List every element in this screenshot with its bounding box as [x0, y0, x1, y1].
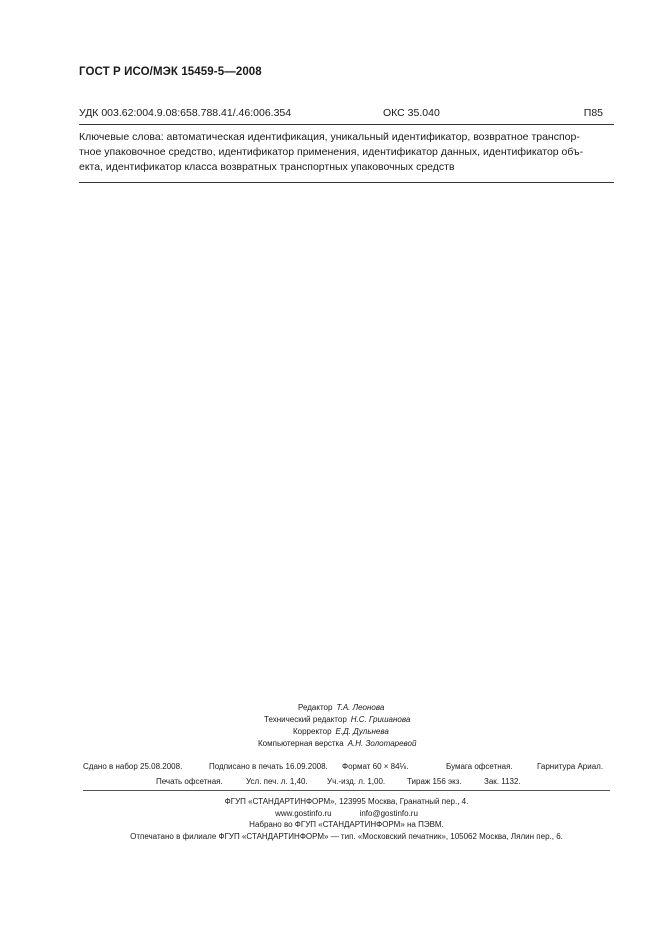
- credit-tech-editor: [240, 714, 500, 726]
- email-link[interactable]: info@gostinfo.ru: [359, 808, 418, 818]
- print-run: Тираж 156 экз.: [407, 777, 462, 786]
- contacts-line: [79, 808, 614, 820]
- credit-name: Н.С. Гришанова: [350, 715, 411, 724]
- credit-role: Редактор: [298, 703, 333, 712]
- divider-bottom: [79, 182, 614, 183]
- order-number: Зак. 1132.: [484, 777, 521, 786]
- print-sheets: Усл. печ. л. 1,40.: [246, 777, 308, 786]
- publication-line-1: [83, 759, 618, 774]
- submitted-date: Сдано в набор 25.08.2008.: [83, 762, 183, 771]
- credit-role: Корректор: [293, 727, 332, 736]
- printed-note: Отпечатано в филиале ФГУП «СТАНДАРТИНФОРМ» — тип. «Московский печатник», 105062 Москва, Лялин пер., 6.: [130, 831, 563, 841]
- imprint-block: [79, 796, 614, 842]
- keywords-block: [79, 130, 614, 175]
- print-type: Печать офсетная.: [156, 777, 223, 786]
- typeset-note: Набрано во ФГУП «СТАНДАРТИНФОРМ» на ПЭВМ.: [249, 820, 444, 829]
- credit-corrector: [240, 726, 500, 738]
- credit-name: А.Н. Золотаревой: [347, 739, 417, 748]
- divider-top: [79, 124, 614, 125]
- keywords-line: Ключевые слова: автоматическая идентификация, уникальный идентификатор, возвратное транспор-: [79, 131, 580, 143]
- signed-date: Подписано в печать 16.09.2008.: [209, 762, 328, 771]
- publication-line-2: [83, 774, 618, 789]
- udk-code: УДК 003.62:004.9.08:658.788.41/.46:006.354: [79, 107, 292, 119]
- keywords-line: екта, идентификатор класса возвратных транспортных упаковочных средств: [79, 161, 455, 173]
- publication-block: [83, 759, 618, 789]
- classification-row: [79, 107, 603, 121]
- oks-code: ОКС 35.040: [383, 107, 440, 119]
- typeface: Гарнитура Ариал.: [537, 762, 604, 771]
- format: Формат 60 × 84⅛.: [342, 762, 409, 771]
- credit-role: Компьютерная верстка: [258, 739, 344, 748]
- paper: Бумага офсетная.: [446, 762, 513, 771]
- credit-layout: [240, 738, 500, 750]
- credit-editor: [240, 702, 500, 714]
- credit-name: Т.А. Леонова: [336, 703, 385, 712]
- document-code: ГОСТ Р ИСО/МЭК 15459-5—2008: [79, 66, 262, 78]
- credits-block: [240, 702, 500, 750]
- credit-role: Технический редактор: [264, 715, 347, 724]
- publisher-address: ФГУП «СТАНДАРТИНФОРМ», 123995 Москва, Гранатный пер., 4.: [224, 797, 469, 806]
- website-link[interactable]: www.gostinfo.ru: [275, 808, 332, 818]
- keywords-line: тное упаковочное средство, идентификатор применения, идентификатор данных, идентификатор объ-: [79, 146, 584, 158]
- publisher-sheets: Уч.-изд. л. 1,00.: [327, 777, 386, 786]
- credit-name: Е.Д. Дульнева: [335, 727, 389, 736]
- divider-imprint: [83, 790, 610, 791]
- group-code: П85: [583, 107, 603, 119]
